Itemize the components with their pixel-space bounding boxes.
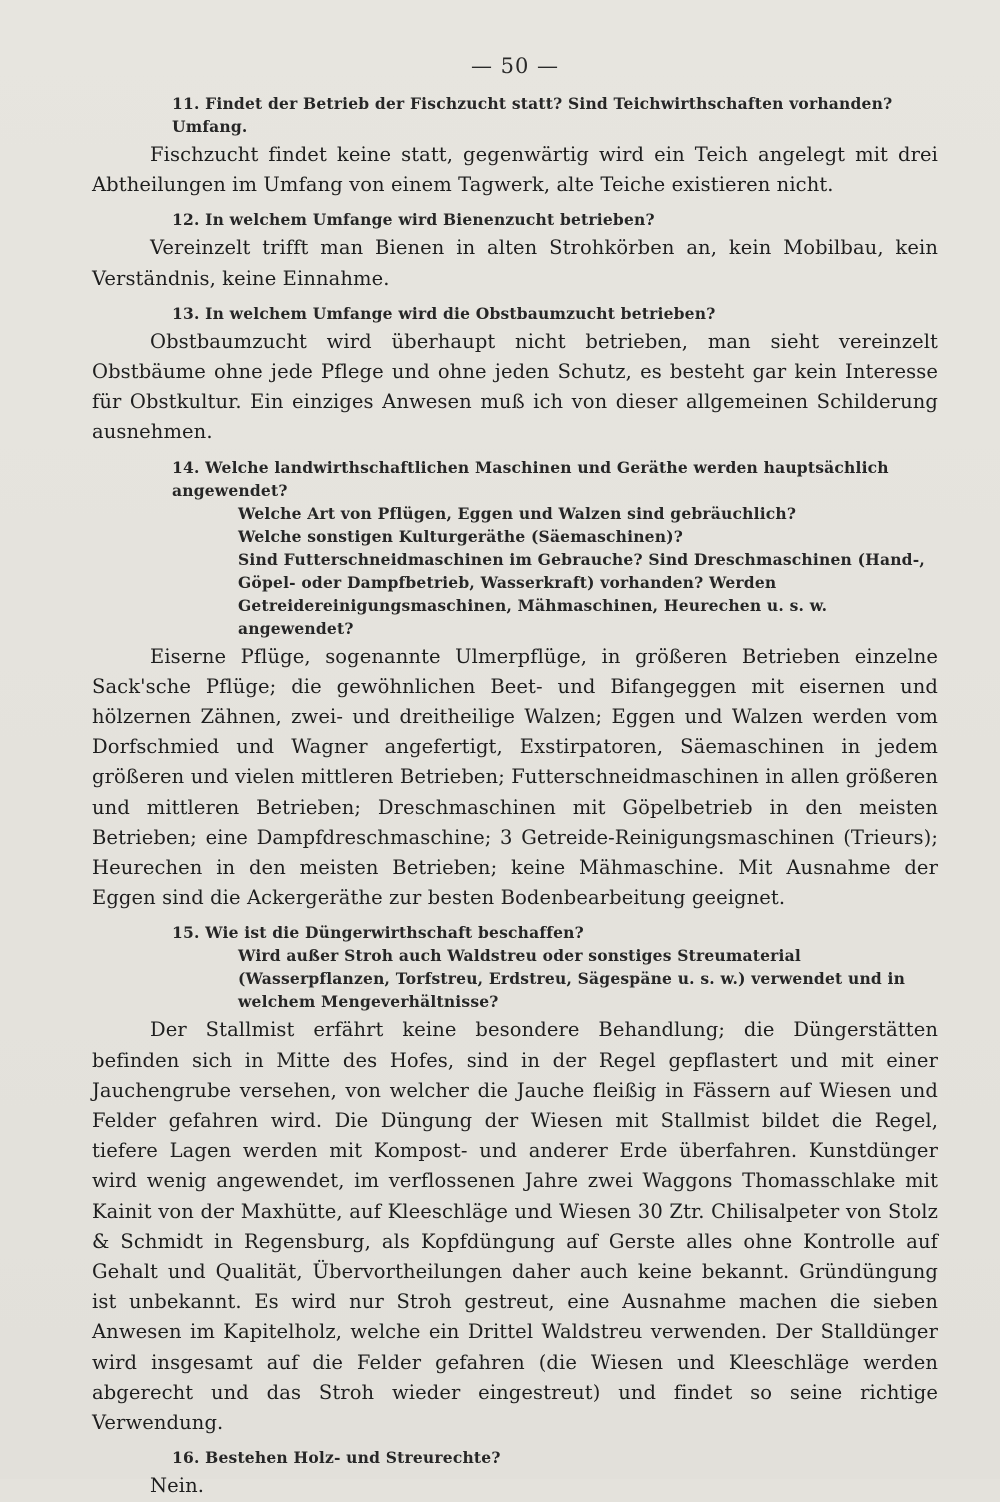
answer-14: Eiserne Pflüge, sogenannte Ulmerpflüge, in größeren Betrieben einzelne Sack'sche Pflüge; die gewöhnlichen Beet- und Bifangeggen mit eisernen und hölzernen Zähnen, zwei- und dreitheilige Walzen; Eggen und Walzen werden vom Dorfschmied und Wagner angefertigt, Exstirpatoren, Säemaschinen in jedem größeren und vielen mittleren Betrieben; Futterschneidmaschinen in allen größeren und mittleren Betrieben; Dreschmaschinen mit Göpelbetrieb in den meisten Betrieben; eine Dampfdreschmaschine; 3 Getreide-Reinigungsmaschinen (Trieurs); Heurechen in den meisten Betrieben; keine Mähmaschine. Mit Ausnahme der Eggen sind die Ackergeräthe zur besten Bodenbearbeitung geeignet. xyxy=(92,644,938,910)
question-14-main: 14. Welche landwirthschaftlichen Maschinen und Geräthe werden hauptsächlich angewendet? xyxy=(172,457,889,500)
question-14-ploughs: Welche Art von Pflügen, Eggen und Walzen sind gebräuchlich? xyxy=(238,503,797,523)
question-14-cultivators: Welche sonstigen Kulturgeräthe (Säemaschinen)? xyxy=(238,526,684,546)
question-13: 13. In welchem Umfange wird die Obstbaumzucht betrieben? xyxy=(172,303,716,323)
answer-13: Obstbaumzucht wird überhaupt nicht betrieben, man sieht vereinzelt Obstbäume ohne jede Pflege und ohne jeden Schutz, es besteht gar kein Interesse für Obstkultur. Ein einziges Anwesen muß ich von dieser allgemeinen Schilderung ausnehmen. xyxy=(92,329,938,444)
question-16: 16. Bestehen Holz- und Streurechte? xyxy=(172,1448,501,1468)
question-block-13 xyxy=(172,302,938,325)
answer-12: Vereinzelt trifft man Bienen in alten Strohkörben an, kein Mobilbau, kein Verständnis, keine Einnahme. xyxy=(92,236,938,290)
question-12: 12. In welchem Umfange wird Bienenzucht betrieben? xyxy=(172,210,655,230)
page-number: — 50 — xyxy=(470,54,560,78)
question-block-14 xyxy=(172,456,938,640)
answer-15: Der Stallmist erfährt keine besondere Behandlung; die Düngerstätten befinden sich in Mitte des Hofes, sind in der Regel gepflastert und mit einer Jauchengrube versehen, von welcher die Jauche fleißig in Fässern auf Wiesen und Felder gefahren wird. Die Düngung der Wiesen mit Stallmist bildet die Regel, tiefere Lagen werden mit Kompost- und anderer Erde überfahren. Kunstdünger wird wenig angewendet, im verflossenen Jahre zwei Waggons Thomasschlake mit Kainit von der Maxhütte, auf Kleeschläge und Wiesen 30 Ztr. Chilisalpeter von Stolz & Schmidt in Regensburg, als Kopfdüngung auf Gerste alles ohne Kontrolle auf Gehalt und Qualität, Übervortheilungen daher auch keine bekannt. Gründüngung ist unbekannt. Es wird nur Stroh gestreut, eine Ausnahme machen die sieben Anwesen im Kapitelholz, welche ein Drittel Waldstreu verwenden. Der Stalldünger wird insgesamt auf die Felder gefahren (die Wiesen und Kleeschläge werden abgerecht und das Stroh wieder eingestreut) und findet so seine richtige Verwendung. xyxy=(92,1018,938,1435)
question-11: 11. Findet der Betrieb der Fischzucht statt? Sind Teichwirthschaften vorhanden? Umfang. xyxy=(172,94,893,136)
question-15-litter: Wird außer Stroh auch Waldstreu oder sonstiges Streumaterial (Wasserpflanzen, Torfstreu, Erdstreu, Sägespäne u. s. w.) verwendet und in welchem Mengeverhältnisse? xyxy=(238,946,906,1012)
question-block-15 xyxy=(172,921,938,1013)
question-15-main: 15. Wie ist die Düngerwirthschaft beschaffen? xyxy=(172,923,584,943)
question-block-12 xyxy=(172,208,938,231)
answer-11: Fischzucht findet keine statt, gegenwärtig wird ein Teich angelegt mit drei Abtheilungen im Umfang von einem Tagwerk, alte Teiche existieren nicht. xyxy=(92,143,938,197)
answer-16: Nein. xyxy=(150,1474,205,1498)
question-block-11 xyxy=(172,92,938,138)
question-block-16 xyxy=(172,1446,938,1469)
question-14-machines: Sind Futterschneidmaschinen im Gebrauche? Sind Dreschmaschinen (Hand-, Göpel- oder Dampfbetrieb, Wasserkraft) vorhanden? Werden Getreidereinigungsmaschinen, Mähmaschinen, Heurechen u. s. w. angewendet? xyxy=(238,549,925,638)
